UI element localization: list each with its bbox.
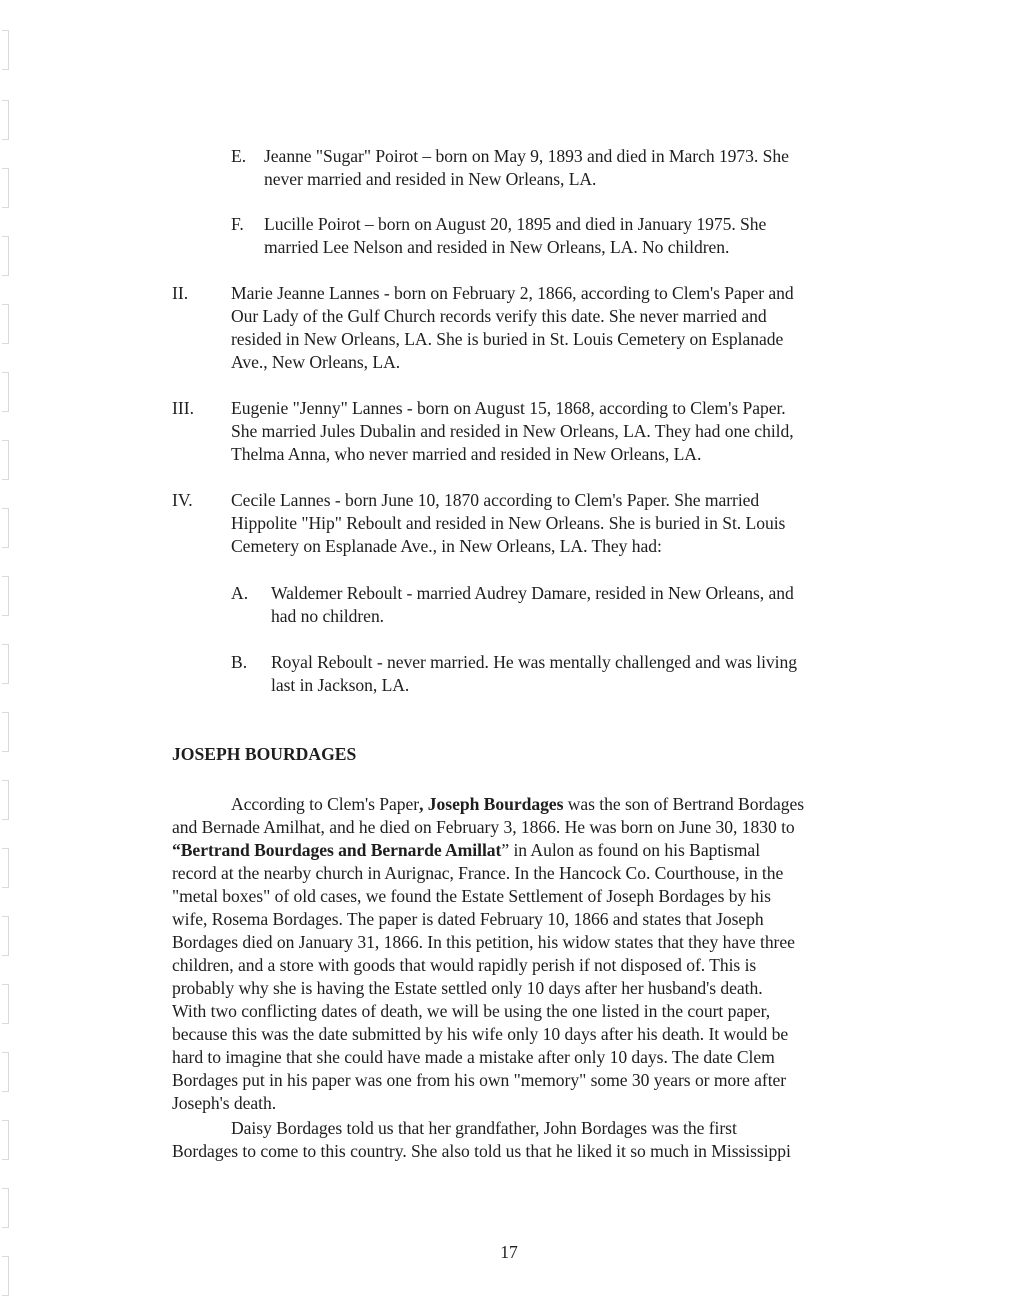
- scan-artifact: [2, 236, 9, 276]
- list-item-line: Royal Reboult - never married. He was mentally challenged and was living: [271, 652, 798, 672]
- scan-artifact: [2, 372, 9, 412]
- scan-artifact: [2, 440, 9, 480]
- body-line: With two conflicting dates of death, we will be using the one listed in the court paper,: [172, 1001, 771, 1021]
- list-marker: F.: [231, 214, 244, 234]
- body-text: was the son of Bertrand Bordages: [563, 794, 805, 814]
- scan-artifact: [2, 712, 9, 752]
- list-item-line: Jeanne "Sugar" Poirot – born on May 9, 1893 and died in March 1973. She: [264, 146, 789, 166]
- list-item-line: had no children.: [271, 606, 385, 626]
- list-item-line: resided in New Orleans, LA. She is buried in St. Louis Cemetery on Esplanade: [231, 329, 784, 349]
- list-item-line: She married Jules Dubalin and resided in New Orleans, LA. They had one child,: [231, 421, 794, 441]
- body-line: [231, 793, 804, 815]
- body-line: "metal boxes" of old cases, we found the Estate Settlement of Joseph Bordages by his: [172, 886, 771, 906]
- scan-artifact: [2, 508, 9, 548]
- body-line: and Bernade Amilhat, and he died on February 3, 1866. He was born on June 30, 1830 to: [172, 817, 795, 837]
- scan-artifact: [2, 100, 9, 140]
- list-item-line: married Lee Nelson and resided in New Orleans, LA. No children.: [264, 237, 730, 257]
- list-item-line: Ave., New Orleans, LA.: [231, 352, 401, 372]
- body-line: record at the nearby church in Aurignac, France. In the Hancock Co. Courthouse, in the: [172, 863, 784, 883]
- list-marker: III.: [172, 398, 194, 418]
- list-marker: E.: [231, 146, 247, 166]
- scan-artifact: [2, 644, 9, 684]
- body-line: wife, Rosema Bordages. The paper is dated February 10, 1866 and states that Joseph: [172, 909, 764, 929]
- binder-hole-marks: [0, 30, 14, 1290]
- scan-artifact: [2, 304, 9, 344]
- body-line: probably why she is having the Estate settled only 10 days after her husband's death.: [172, 978, 763, 998]
- scan-artifact: [2, 30, 9, 70]
- list-item-line: Lucille Poirot – born on August 20, 1895 and died in January 1975. She: [264, 214, 767, 234]
- list-item-line: never married and resided in New Orleans, LA.: [264, 169, 597, 189]
- scan-artifact: [2, 1120, 9, 1160]
- body-line: children, and a store with goods that would rapidly perish if not disposed of. This is: [172, 955, 757, 975]
- list-item-line: Marie Jeanne Lannes - born on February 2, 1866, according to Clem's Paper and: [231, 283, 794, 303]
- body-line: because this was the date submitted by his wife only 10 days after his death. It would be: [172, 1024, 789, 1044]
- section-heading: JOSEPH BOURDAGES: [172, 744, 357, 764]
- scan-artifact: [2, 848, 9, 888]
- list-item-line: Hippolite "Hip" Reboult and resided in New Orleans. She is buried in St. Louis: [231, 513, 786, 533]
- list-marker: A.: [231, 583, 249, 603]
- scan-artifact: [2, 168, 9, 208]
- body-text: According to Clem's Paper: [231, 794, 420, 814]
- list-item-line: Our Lady of the Gulf Church records verify this date. She never married and: [231, 306, 767, 326]
- list-marker: II.: [172, 283, 189, 303]
- bold-name: “Bertrand Bourdages and Bernarde Amillat: [172, 840, 502, 860]
- page-number: 17: [500, 1242, 518, 1262]
- body-line: Bordages put in his paper was one from his own "memory" some 30 years or more after: [172, 1070, 787, 1090]
- body-line: Bordages died on January 31, 1866. In this petition, his widow states that they have three: [172, 932, 795, 952]
- list-item-line: last in Jackson, LA.: [271, 675, 410, 695]
- body-line: Joseph's death.: [172, 1093, 277, 1113]
- list-marker: B.: [231, 652, 248, 672]
- body-line: Bordages to come to this country. She also told us that he liked it so much in Mississippi: [172, 1141, 791, 1161]
- list-item-line: Eugenie "Jenny" Lannes - born on August 15, 1868, according to Clem's Paper.: [231, 398, 786, 418]
- scan-artifact: [2, 1052, 9, 1092]
- scan-artifact: [2, 780, 9, 820]
- scan-artifact: [2, 984, 9, 1024]
- scan-artifact: [2, 1188, 9, 1228]
- body-line: Daisy Bordages told us that her grandfather, John Bordages was the first: [231, 1118, 737, 1138]
- body-text: ” in Aulon as found on his Baptismal: [501, 840, 761, 860]
- list-marker: IV.: [172, 490, 193, 510]
- list-item-line: Cemetery on Esplanade Ave., in New Orleans, LA. They had:: [231, 536, 662, 556]
- body-line: [172, 839, 760, 861]
- list-item-line: Thelma Anna, who never married and resided in New Orleans, LA.: [231, 444, 702, 464]
- scan-artifact: [2, 916, 9, 956]
- body-line: hard to imagine that she could have made a mistake after only 10 days. The date Clem: [172, 1047, 775, 1067]
- list-item-line: Cecile Lannes - born June 10, 1870 according to Clem's Paper. She married: [231, 490, 760, 510]
- list-item-line: Waldemer Reboult - married Audrey Damare, resided in New Orleans, and: [271, 583, 794, 603]
- bold-name: , Joseph Bourdages: [419, 794, 564, 814]
- scan-artifact: [2, 576, 9, 616]
